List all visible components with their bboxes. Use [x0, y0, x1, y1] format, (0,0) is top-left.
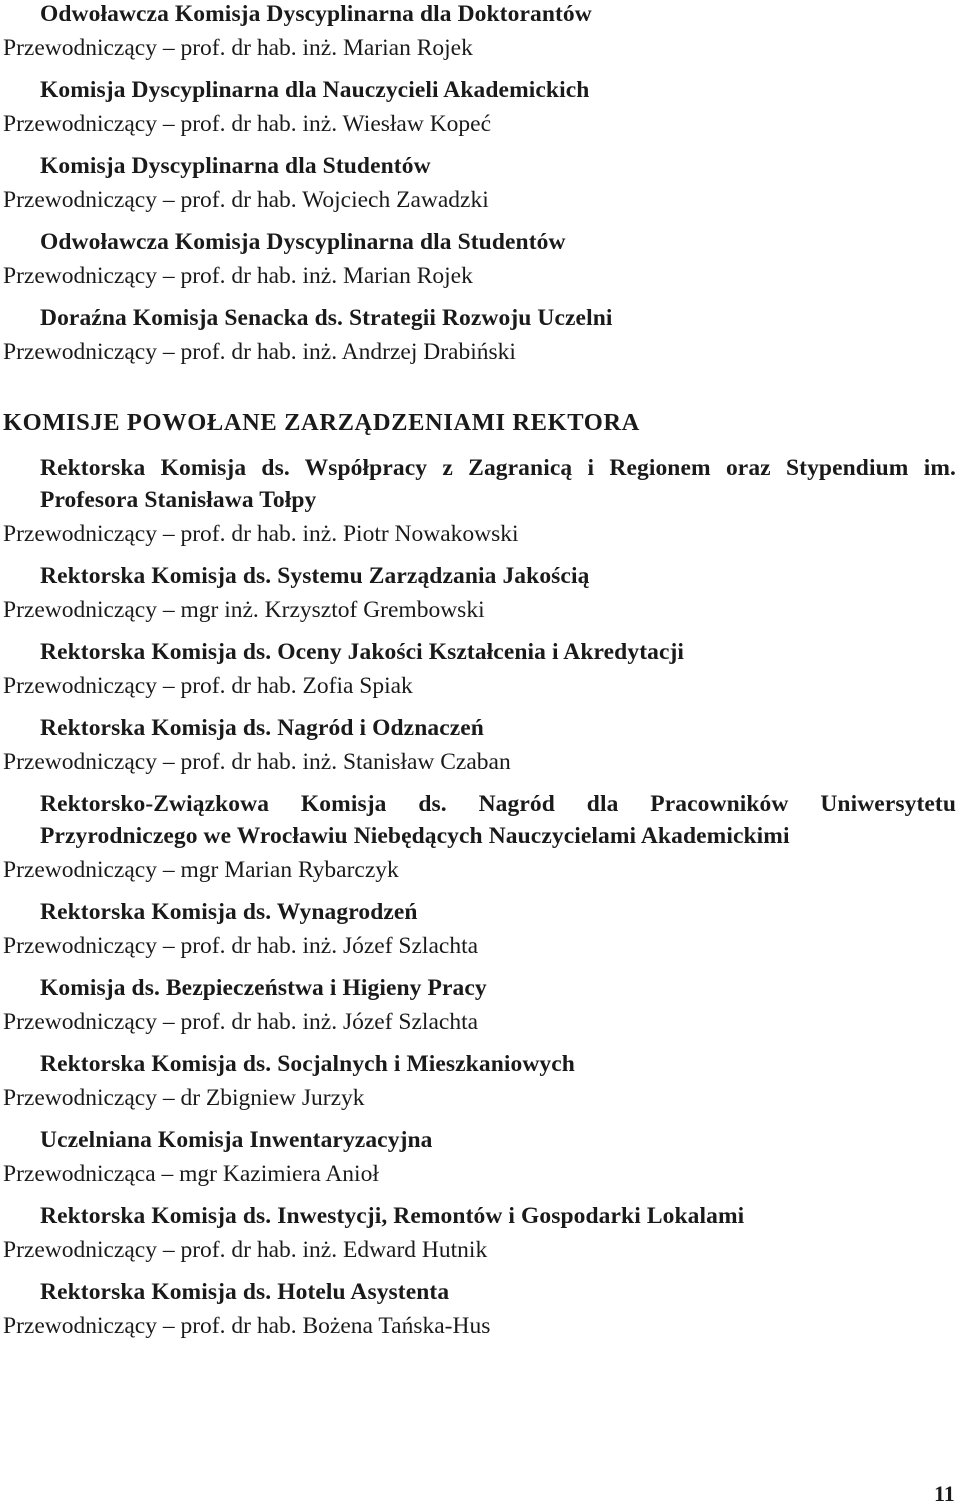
committee-name: Odwoławcza Komisja Dyscyplinarna dla Doktorantów [40, 1, 592, 27]
committee-name: Uczelniana Komisja Inwentaryzacyjna [40, 1127, 433, 1153]
committee-chair: Przewodniczący – prof. dr hab. inż. Marian Rojek [3, 263, 473, 289]
committee-chair: Przewodniczący – prof. dr hab. inż. Stanisław Czaban [3, 749, 511, 775]
committee-entry [0, 1276, 956, 1344]
committee-entry [0, 302, 956, 370]
committee-name: Rektorska Komisja ds. Systemu Zarządzania Jakością [40, 563, 590, 589]
committee-entry [0, 150, 956, 218]
committee-list-senate [0, 0, 956, 370]
committee-entry [0, 1048, 956, 1116]
committee-entry [0, 712, 956, 780]
committee-name: Rektorska Komisja ds. Nagród i Odznaczeń [40, 715, 484, 741]
committee-entry [0, 788, 956, 888]
committee-chair: Przewodniczący – prof. dr hab. Bożena Tańska-Hus [3, 1313, 491, 1339]
committee-name: Rektorska Komisja ds. Współpracy z Zagranicą i Regionem oraz Stypendium im. Profesora Stanisława Tołpy [40, 455, 956, 513]
committee-entry [0, 1200, 956, 1268]
committee-name: Komisja ds. Bezpieczeństwa i Higieny Pracy [40, 975, 487, 1001]
committee-entry [0, 896, 956, 964]
committee-name: Odwoławcza Komisja Dyscyplinarna dla Studentów [40, 229, 566, 255]
committee-entry [0, 74, 956, 142]
section-heading-wrapper [0, 405, 640, 441]
committee-chair: Przewodniczący – mgr inż. Krzysztof Grembowski [3, 597, 485, 623]
committee-chair: Przewodniczący – prof. dr hab. Zofia Spiak [3, 673, 413, 699]
committee-entry [0, 972, 956, 1040]
committee-chair: Przewodniczący – prof. dr hab. inż. Wiesław Kopeć [3, 111, 492, 137]
committee-chair: Przewodniczący – dr Zbigniew Jurzyk [3, 1085, 365, 1111]
committee-chair: Przewodniczący – prof. dr hab. inż. Józef Szlachta [3, 933, 479, 959]
committee-chair: Przewodniczący – prof. dr hab. inż. Andrzej Drabiński [3, 339, 516, 365]
committee-entry [0, 452, 956, 552]
committee-chair: Przewodniczący – mgr Marian Rybarczyk [3, 857, 399, 883]
committee-name: Doraźna Komisja Senacka ds. Strategii Rozwoju Uczelni [40, 305, 613, 331]
committee-entry [0, 1124, 956, 1192]
committee-list-rector [0, 452, 956, 1344]
committee-name: Rektorsko-Związkowa Komisja ds. Nagród dla Pracowników Uniwersytetu Przyrodniczego we Wrocławiu Niebędących Nauczycielami Akademickimi [40, 791, 956, 849]
committee-name: Rektorska Komisja ds. Socjalnych i Mieszkaniowych [40, 1051, 575, 1077]
committee-entry [0, 0, 956, 66]
committee-entry [0, 560, 956, 628]
committee-chair: Przewodniczący – prof. dr hab. inż. Edward Hutnik [3, 1237, 488, 1263]
committee-name: Rektorska Komisja ds. Oceny Jakości Kształcenia i Akredytacji [40, 639, 685, 665]
committee-name: Komisja Dyscyplinarna dla Nauczycieli Akademickich [40, 77, 590, 103]
committee-chair: Przewodnicząca – mgr Kazimiera Anioł [3, 1161, 379, 1187]
committee-entry [0, 226, 956, 294]
section-heading: KOMISJE POWOŁANE ZARZĄDZENIAMI REKTORA [3, 409, 640, 436]
committee-name: Rektorska Komisja ds. Wynagrodzeń [40, 899, 418, 925]
committee-name: Komisja Dyscyplinarna dla Studentów [40, 153, 431, 179]
committee-chair: Przewodniczący – prof. dr hab. Wojciech Zawadzki [3, 187, 489, 213]
committee-name: Rektorska Komisja ds. Hotelu Asystenta [40, 1279, 450, 1305]
committee-entry [0, 636, 956, 704]
committee-chair: Przewodniczący – prof. dr hab. inż. Piotr Nowakowski [3, 521, 519, 547]
committee-chair: Przewodniczący – prof. dr hab. inż. Marian Rojek [3, 35, 473, 61]
committee-name: Rektorska Komisja ds. Inwestycji, Remontów i Gospodarki Lokalami [40, 1203, 745, 1229]
page-number: 11 [934, 1481, 955, 1506]
committee-chair: Przewodniczący – prof. dr hab. inż. Józef Szlachta [3, 1009, 479, 1035]
